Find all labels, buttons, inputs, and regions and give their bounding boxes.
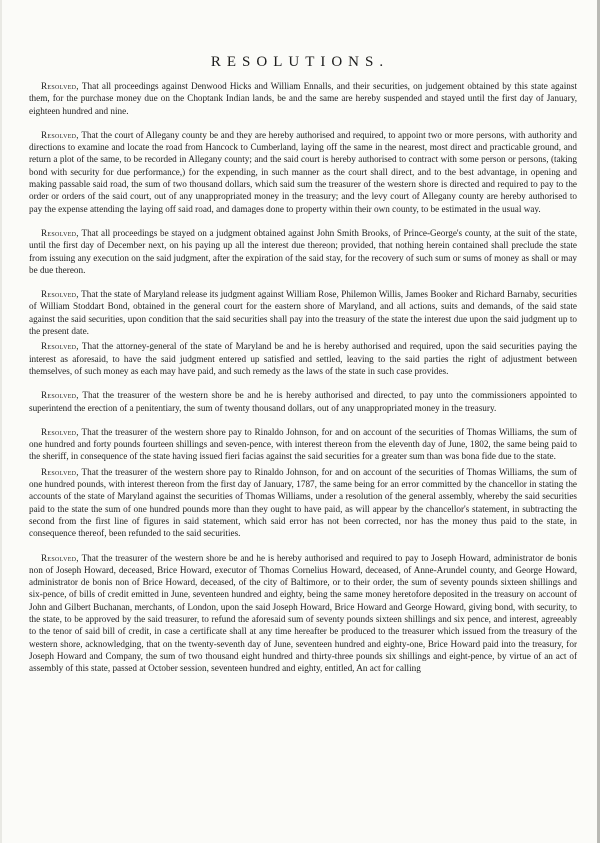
resolved-label: Resolved,	[41, 466, 79, 477]
resolution-text: That the treasurer of the western shore pay to Rinaldo Johnson, for and on account of the securities of Thomas Williams, the sum of one hundred and forty pounds fourteen shillings and seven-pence, with interest thereon from the eleventh day of June, 1802, the same being paid to the sheriff, in consequence of the state having issued fieri facias against the said securities for a greater sum than was bona fide due to the state.	[29, 426, 577, 462]
page-left-edge	[0, 0, 2, 843]
resolution-text: That the state of Maryland release its judgment against William Rose, Philemon Willis, James Booker and Richard Barnaby, securities of William Stoddart Bond, obtained in the general court for the eastern shore of Maryland, and all actions, suits and demands, of the said state against the said securities, upon condition that the said securities shall pay into the treasury of the state the interest due upon the said judgment up to the present date.	[29, 289, 577, 337]
resolutions-body	[29, 80, 577, 674]
resolved-label: Resolved,	[41, 390, 79, 401]
resolution-paragraph	[29, 80, 577, 117]
resolution-text: That the treasurer of the western shore be and he is hereby authorised and required to pay to Joseph Howard, administrator de bonis non of Joseph Howard, deceased, Brice Howard, executor of Thomas Cornelius Howard, deceased, of Anne-Arundel county, and George Howard, administrator de bonis non of Brice Howard, deceased, of the city of Baltimore, or to their order, the sum of seventy pounds sixteen shillings and six-pence, of bills of credit emitted in June, seventeen hundred and eighty, being the same money heretofore deposited in the treasury on account of John and Gilbert Buchanan, merchants, of London, upon the said Joseph Howard, Brice Howard and George Howard, giving bond, with security, to the state, to be approved by the said treasurer, to refund the aforesaid sum of seventy pounds sixteen shillings and six pence, and interest, agreeably to the tenor of said bill of credit, in case a certificate shall at any time hereafter be produced to the treasurer which issued from the treasury of the western shore, acknowledging, that on the twenty-seventh day of June, seventeen hundred and eighty-one, Brice Howard paid into the treasury, for Joseph Howard and Company, the sum of two thousand eight hundred and thirty-three pounds six shillings and eight-pence, by virtue of an act of assembly of this state, passed at October session, seventeen hundred and eighty, entitled, An act for calling	[29, 552, 577, 674]
resolution-text: That all proceedings against Denwood Hicks and William Ennalls, and their securities, on judgement obtained by this state against them, for the purchase money due on the Choptank Indian lands, be and the same are hereby suspended and stayed until the first day of January, eighteen hundred and nine.	[29, 81, 577, 116]
resolution-paragraph	[29, 466, 577, 540]
resolution-text: That the attorney-general of the state of Maryland be and he is hereby authorised and required, upon the said securities paying the interest as aforesaid, to have the said judgment entered up satisfied and settled, leaving to the said parties the right of adjustment between themselves, of such money as each may have paid, and such remedy as the laws of the state in such case provides.	[29, 341, 577, 376]
resolved-label: Resolved,	[41, 227, 79, 238]
resolved-label: Resolved,	[41, 341, 79, 352]
resolution-paragraph	[29, 426, 577, 463]
resolved-label: Resolved,	[41, 129, 79, 140]
resolved-label: Resolved,	[41, 289, 79, 300]
resolution-text: That all proceedings be stayed on a judgment obtained against John Smith Brooks, of Prince-George's county, at the suit of the state, until the first day of December next, on his paying up all the interest due thereon; provided, that nothing herein contained shall preclude the state from issuing any execution on the said judgment, after the expiration of the said stay, for the recovery of such sum or sums of money as shall or may be due thereon.	[29, 227, 577, 275]
resolution-paragraph	[29, 227, 577, 276]
resolution-paragraph	[29, 552, 577, 675]
resolution-paragraph	[29, 389, 577, 414]
page-title: RESOLUTIONS.	[210, 54, 390, 70]
resolution-text: That the treasurer of the western shore pay to Rinaldo Johnson, for and on account of the securities of Thomas Williams, the sum of one hundred pounds, with interest thereon from the first day of January, 1787, the same being for an error committed by the chancellor in stating the accounts of the state of Maryland against the securities of Thomas Williams, under a resolution of the general assembly, whereby the said securities paid to the state the sum of one hundred pounds more than they ought to have paid, as will appear by the chancellor's statement, in subtracting the second from the first line of figures in said statement, which said error has not been corrected, nor has the money thus paid to the state, in consequence thereof, been refunded to the said securities.	[29, 466, 577, 539]
resolution-paragraph	[29, 129, 577, 215]
resolution-paragraph	[29, 288, 577, 337]
resolution-paragraph	[29, 340, 577, 377]
resolution-text: That the treasurer of the western shore be and he is hereby authorised and directed, to pay unto the commissioners appointed to superintend the erection of a penitentiary, the sum of twenty thousand dollars, out of any unappropriated money in the treasury.	[29, 390, 577, 413]
resolved-label: Resolved,	[41, 81, 79, 91]
resolution-text: That the court of Allegany county be and they are hereby authorised and required, to appoint two or more persons, with authority and directions to examine and locate the road from Hancock to Cumberland, laying off the same in the nearest, most direct and practicable ground, and return a plot of the same, to be recorded in Allegany county; and the said court is hereby authorised to contract with some person or persons, (taking bond with security for due performance,) for the expending, in such manner as the court shall direct, and to the best advantage, in opening and making passable said road, the sum of two thousand dollars, which said sum the treasurer of the western shore is directed and required to pay to the order or orders of the said court, out of any unappropriated money in the treasury; and the levy court of Allegany county are hereby authorised to pay the expense attending the laying off said road, and damages done to property within their own county, to be estimated in the usual way.	[29, 129, 577, 214]
resolved-label: Resolved,	[41, 552, 79, 563]
resolved-label: Resolved,	[41, 426, 79, 437]
